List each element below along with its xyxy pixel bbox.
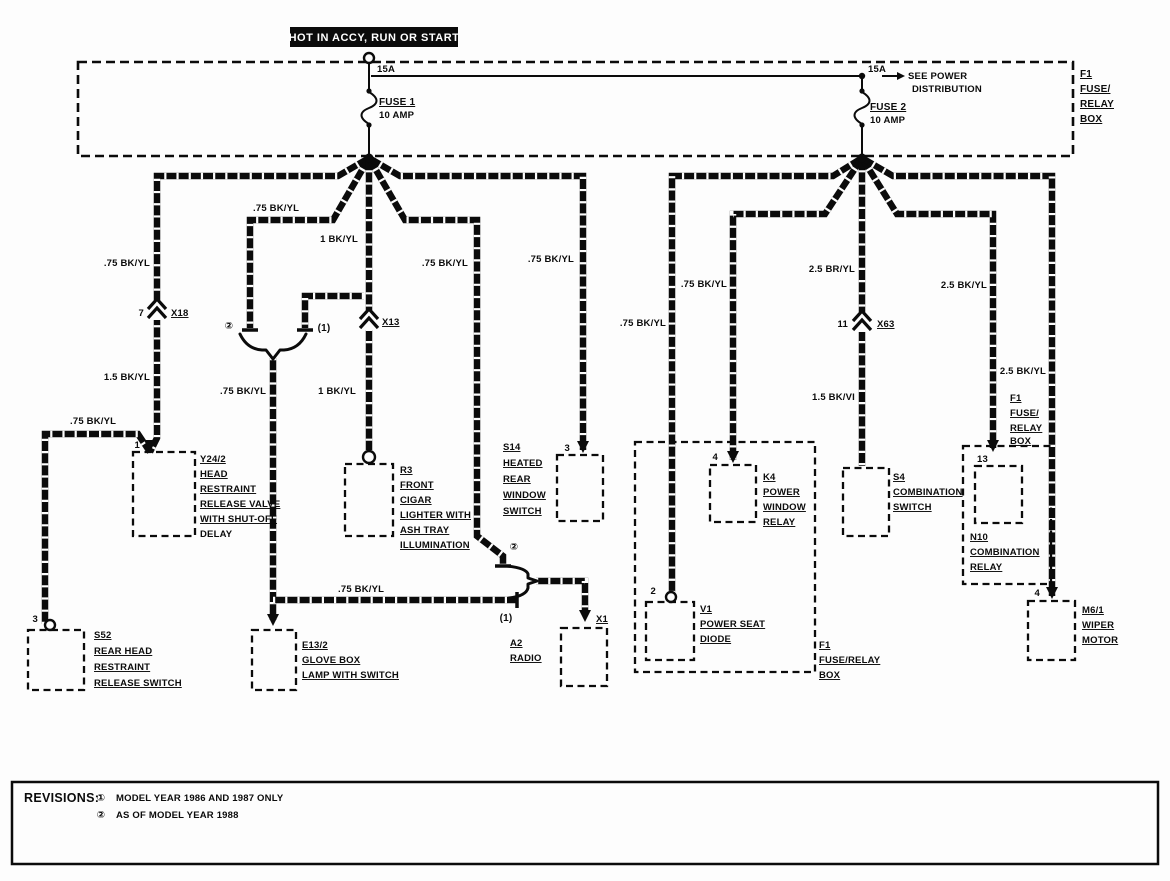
r3-line2: CIGAR — [400, 495, 432, 506]
y24-line3: RELEASE VALVE — [200, 499, 281, 510]
power-note-line2: DISTRIBUTION — [912, 84, 982, 95]
wire-label-cigar-bottom: 1 BK/YL — [318, 386, 356, 397]
v1-line2: DIODE — [700, 634, 732, 645]
e13-line2: LAMP WITH SWITCH — [302, 670, 399, 681]
m6-line2: MOTOR — [1082, 635, 1119, 646]
wire-k4-feed-hatch — [733, 158, 862, 460]
v1-pin: 2 — [650, 586, 656, 597]
e13-line1: GLOVE BOX — [302, 655, 361, 666]
fuse2-fanout-node — [858, 154, 867, 163]
m6-id: M6/1 — [1082, 605, 1104, 616]
wire-label-k4-drop: .75 BK/YL — [680, 279, 727, 290]
s4-id: S4 — [893, 472, 906, 483]
x13-connector-label: X13 — [382, 317, 400, 328]
y24-id: Y24/2 — [200, 454, 226, 465]
a2-box — [561, 628, 607, 686]
s14-pin: 3 — [564, 443, 570, 454]
s52-line2: RESTRAINT — [94, 662, 151, 673]
feed-junction-dot — [859, 73, 865, 79]
power-note-line1: SEE POWER — [908, 71, 968, 82]
s4-line2: SWITCH — [893, 502, 932, 513]
s52-terminal — [45, 620, 55, 630]
junction2-marker-top: ② — [509, 542, 519, 553]
m6-pin-arrow — [1046, 587, 1058, 599]
n10-enclosure-line4: BOX — [1010, 436, 1032, 447]
junction2-brace — [507, 566, 537, 598]
n10-box — [975, 466, 1022, 523]
s14-line3: WINDOW — [503, 490, 546, 501]
r3-line4: ASH TRAY — [400, 525, 450, 536]
v1-line1: POWER SEAT — [700, 619, 766, 630]
wire-radio-upper — [369, 158, 503, 564]
k4-line2: WINDOW — [763, 502, 806, 513]
m6-pin: 4 — [1034, 588, 1040, 599]
r3-id: R3 — [400, 465, 413, 476]
v1-id: V1 — [700, 604, 713, 615]
e13-id: E13/2 — [302, 640, 328, 651]
n10-pin: 13 — [977, 454, 988, 465]
wire-label-y24-mid: 1.5 BK/YL — [103, 372, 150, 383]
n10-enclosure-line2: FUSE/ — [1010, 408, 1039, 419]
k4-pin: 4 — [712, 452, 718, 463]
y24-line4: WITH SHUT-OFF — [200, 514, 278, 525]
fuse1-symbol — [362, 92, 377, 124]
k4-line3: RELAY — [763, 517, 796, 528]
wire-n10-feed — [862, 158, 993, 448]
wire-label-s14-drop: .75 BK/YL — [527, 254, 574, 265]
fusebox-title-line4: BOX — [1080, 114, 1103, 125]
connector-x63 — [852, 311, 872, 332]
n10-id: N10 — [970, 532, 989, 543]
wire-wiper-feed-hatch — [862, 158, 1052, 596]
wire-n10-feed-hatch — [862, 158, 993, 448]
wire-k4-feed — [733, 158, 862, 460]
y24-box — [133, 452, 195, 536]
fuse2-rating: 15A — [868, 64, 887, 75]
fuse1-bottom-dot — [366, 122, 371, 127]
revision1-marker: ① — [96, 793, 106, 804]
s14-line2: REAR — [503, 474, 531, 485]
f1-enclosure-line2: FUSE/RELAY — [819, 655, 881, 666]
fusebox-title-line2: FUSE/ — [1080, 84, 1111, 95]
r3-line1: FRONT — [400, 480, 434, 491]
wire-x13-stub-hatch — [305, 296, 364, 328]
s52-line3: RELEASE SWITCH — [94, 678, 182, 689]
fuse2-name: FUSE 2 — [870, 102, 907, 113]
s14-line1: HEATED — [503, 458, 543, 469]
fuse1-rating: 15A — [377, 64, 396, 75]
k4-box — [710, 465, 756, 522]
wire-s52-branch — [45, 434, 150, 624]
revision2-text: AS OF MODEL YEAR 1988 — [116, 810, 239, 821]
junction1-brace — [240, 334, 306, 359]
a2-id: A2 — [510, 638, 523, 649]
wire-label-s52-branch: .75 BK/YL — [70, 416, 117, 427]
e13-pin-arrow — [267, 614, 279, 626]
y24-line5: DELAY — [200, 529, 233, 540]
k4-line1: POWER — [763, 487, 800, 498]
r3-box — [345, 464, 393, 536]
r3-line3: LIGHTER WITH — [400, 510, 472, 521]
e13-box — [252, 630, 296, 690]
wire-radio-link-hatch — [536, 581, 585, 614]
s52-box — [28, 630, 84, 690]
s4-box — [843, 468, 889, 536]
wire-label-diode-drop: .75 BK/YL — [619, 318, 666, 329]
wire-label-wiper-drop: 2.5 BK/YL — [999, 366, 1046, 377]
revisions-title: REVISIONS: — [24, 791, 100, 805]
wire-label-glove-branch: .75 BK/YL — [253, 203, 300, 214]
s14-line4: SWITCH — [503, 506, 542, 517]
hot-in-accy-banner-label: HOT IN ACCY, RUN OR START — [288, 32, 460, 44]
connector-x13 — [359, 309, 379, 330]
fuse2-top-dot — [859, 88, 864, 93]
s14-id: S14 — [503, 442, 521, 453]
s14-box — [557, 455, 603, 521]
f1-enclosure-line1: F1 — [819, 640, 831, 651]
fuse2-symbol — [855, 92, 870, 124]
a2-pin-arrow — [579, 610, 591, 622]
x18-pin-label: 7 — [138, 308, 144, 319]
fusebox-title-line3: RELAY — [1080, 99, 1114, 110]
fuse2-bottom-dot — [859, 122, 864, 127]
m6-box — [1028, 601, 1075, 660]
a2-connector-label: X1 — [596, 614, 609, 625]
fuse1-amp: 10 AMP — [379, 110, 415, 121]
s52-pin: 3 — [32, 614, 38, 625]
battery-terminal — [364, 53, 374, 63]
wire-wiper-feed — [862, 158, 1052, 596]
wire-label-s4-top: 2.5 BR/YL — [808, 264, 855, 275]
wire-label-y24-drop: .75 BK/YL — [103, 258, 150, 269]
wire-label-cigar-top: 1 BK/YL — [320, 234, 358, 245]
wire-radio-link — [536, 581, 585, 614]
a2-line1: RADIO — [510, 653, 542, 664]
k4-id: K4 — [763, 472, 776, 483]
n10-line2: RELAY — [970, 562, 1003, 573]
fuse2-amp: 10 AMP — [870, 115, 906, 126]
x18-connector-label: X18 — [171, 308, 189, 319]
fuse1-name: FUSE 1 — [379, 97, 416, 108]
r3-line5: ILLUMINATION — [400, 540, 470, 551]
fuse1-top-dot — [366, 88, 371, 93]
v1-terminal — [666, 592, 676, 602]
wire-label-radio-horiz: .75 BK/YL — [338, 584, 385, 595]
power-note-arrow-icon — [897, 72, 905, 80]
wire-label-n10-drop: 2.5 BK/YL — [940, 280, 987, 291]
wire-s52-branch-hatch — [45, 434, 150, 624]
junction1-marker-right: (1) — [317, 323, 331, 334]
r3-terminal — [363, 451, 375, 463]
wire-label-s4-bottom: 1.5 BK/VI — [812, 392, 855, 403]
y24-line2: RESTRAINT — [200, 484, 257, 495]
revision2-marker: ② — [96, 810, 106, 821]
y24-line1: HEAD — [200, 469, 228, 480]
s14-pin-arrow — [577, 441, 589, 453]
fuse1-fanout-node — [365, 154, 374, 163]
s4-line1: COMBINATION — [893, 487, 963, 498]
revision1-text: MODEL YEAR 1986 AND 1987 ONLY — [116, 793, 284, 804]
n10-line1: COMBINATION — [970, 547, 1040, 558]
k4-pin-arrow — [727, 451, 739, 463]
connector-x18 — [147, 299, 167, 320]
m6-line1: WIPER — [1082, 620, 1115, 631]
x63-connector-label: X63 — [877, 319, 895, 330]
wire-label-glove-drop: .75 BK/YL — [220, 386, 267, 397]
y24-pin: 1 — [134, 440, 140, 451]
junction2-marker-bottom: (1) — [499, 613, 513, 624]
fusebox-title-line1: F1 — [1080, 69, 1093, 80]
f1-enclosure-line3: BOX — [819, 670, 841, 681]
n10-enclosure-line3: RELAY — [1010, 423, 1043, 434]
n10-enclosure-line1: F1 — [1010, 393, 1022, 404]
v1-box — [646, 602, 694, 660]
s52-id: S52 — [94, 630, 112, 641]
x63-pin-label: 11 — [837, 319, 848, 330]
s52-line1: REAR HEAD — [94, 646, 153, 657]
wire-x13-stub — [305, 296, 364, 328]
junction1-marker-left: ② — [224, 321, 234, 332]
wire-label-radio-branch: .75 BK/YL — [421, 258, 468, 269]
wire-group — [45, 158, 1052, 624]
